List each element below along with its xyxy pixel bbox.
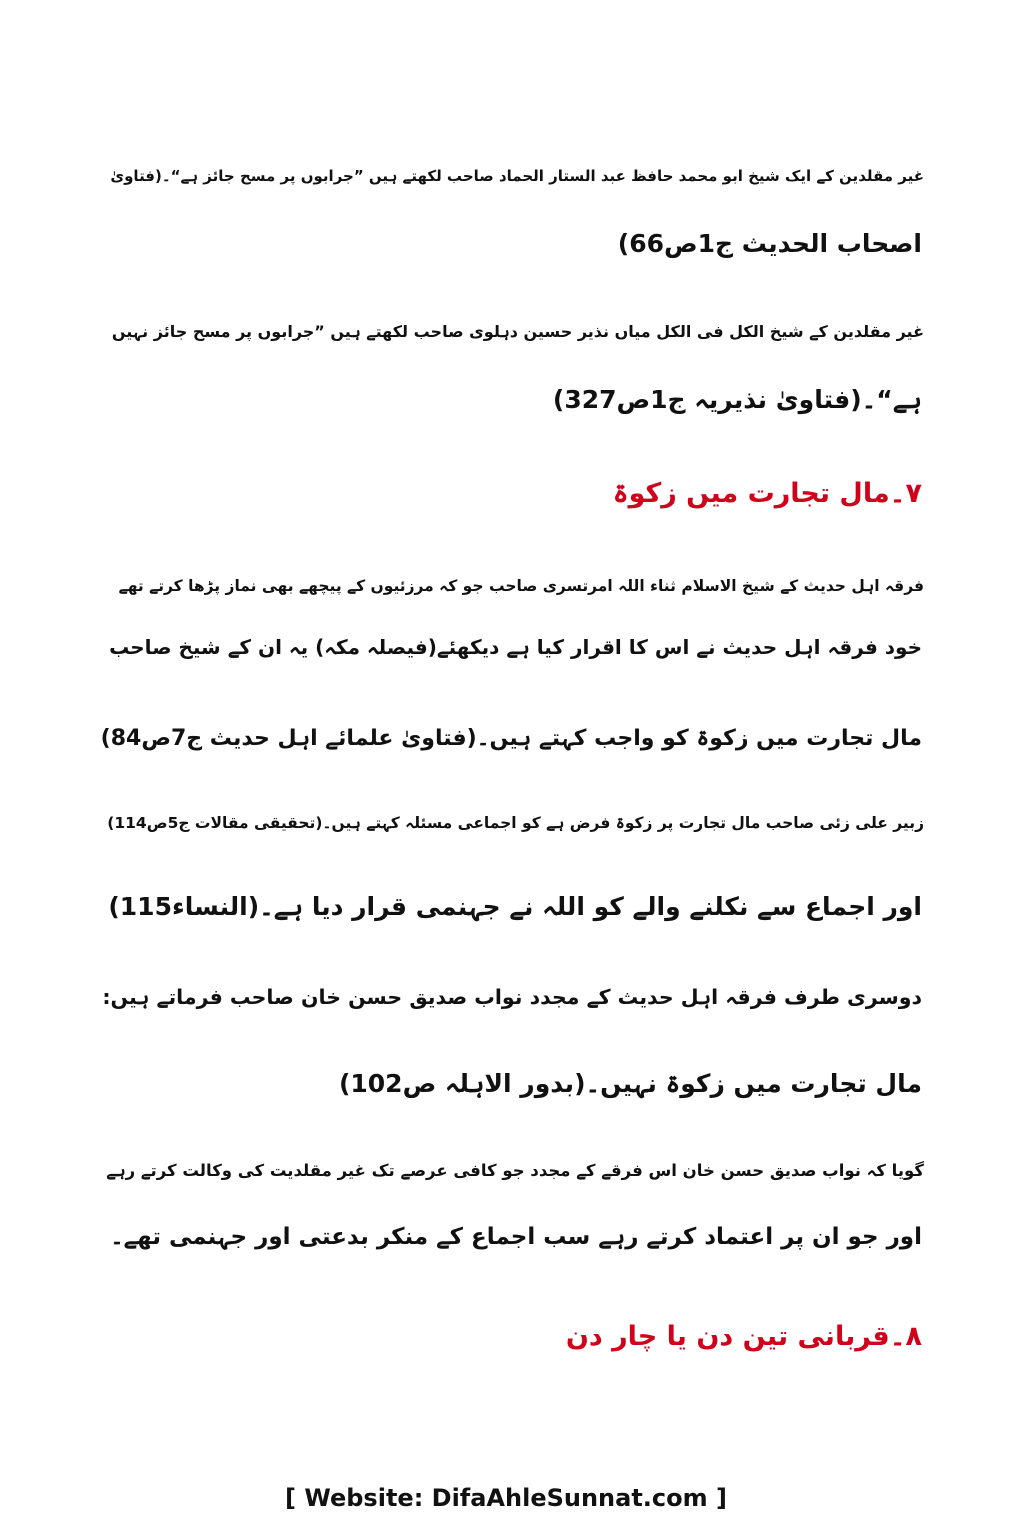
section-heading-8: ۸۔قربانی تین دن یا چار دن [565,1321,922,1352]
paragraph-2-line-1: غیر مقلدین کے شیخ الکل فی الکل میاں نذیر حسین دہلوی صاحب لکھتے ہیں ”جرابوں پر مسح جائز نہیں [111,322,924,341]
paragraph-9-line-1: گویا کہ نواب صدیق حسن خان اس فرقے کے مجدد جو کافی عرصے تک غیر مقلدیت کی وکالت کرتے رہے [106,1161,924,1180]
website-footer: [ Website: DifaAhleSunnat.com ] [285,1484,727,1512]
paragraph-8: مال تجارت میں زکوۃ نہیں۔(بدور الاہلہ ص102) [338,1069,922,1098]
paragraph-4: مال تجارت میں زکوۃ کو واجب کہتے ہیں۔(فتاویٰ علمائے اہل حدیث ج7ص84) [100,726,922,751]
paragraph-5: زبیر علی زئی صاحب مال تجارت پر زکوۃ فرض ہے کو اجماعی مسئلہ کہتے ہیں۔(تحقیقی مقالات ج5ص114) [107,814,924,832]
paragraph-1-line-1: غیر مقلدین کے ایک شیخ ابو محمد حافظ عبد الستار الحماد صاحب لکھتے ہیں ”جرابوں پر مسح جائز ہے“۔(فتاویٰ [110,167,924,185]
section-heading-7: ۷۔مال تجارت میں زکوۃ [612,478,922,509]
paragraph-3-line-1: فرقہ اہل حدیث کے شیخ الاسلام ثناء اللہ امرتسری صاحب جو کہ مرزئیوں کے پیچھے بھی نماز پڑھا کرتے تھے [118,577,924,595]
paragraph-9-line-2: اور جو ان پر اعتماد کرتے رہے سب اجماع کے منکر بدعتی اور جہنمی تھے۔ [110,1224,922,1250]
paragraph-6: اور اجماع سے نکلنے والے کو اللہ نے جہنمی قرار دیا ہے۔(النساء115) [108,892,922,921]
paragraph-3-line-2: خود فرقہ اہل حدیث نے اس کا اقرار کیا ہے دیکھئے(فیصلہ مکہ) یہ ان کے شیخ صاحب [109,635,922,659]
paragraph-1-line-2: اصحاب الحدیث ج1ص66) [617,229,922,258]
paragraph-7: دوسری طرف فرقہ اہل حدیث کے مجدد نواب صدیق حسن خان صاحب فرماتے ہیں: [102,985,922,1009]
paragraph-2-line-2: ہے“۔(فتاویٰ نذیریہ ج1ص327) [552,385,922,414]
